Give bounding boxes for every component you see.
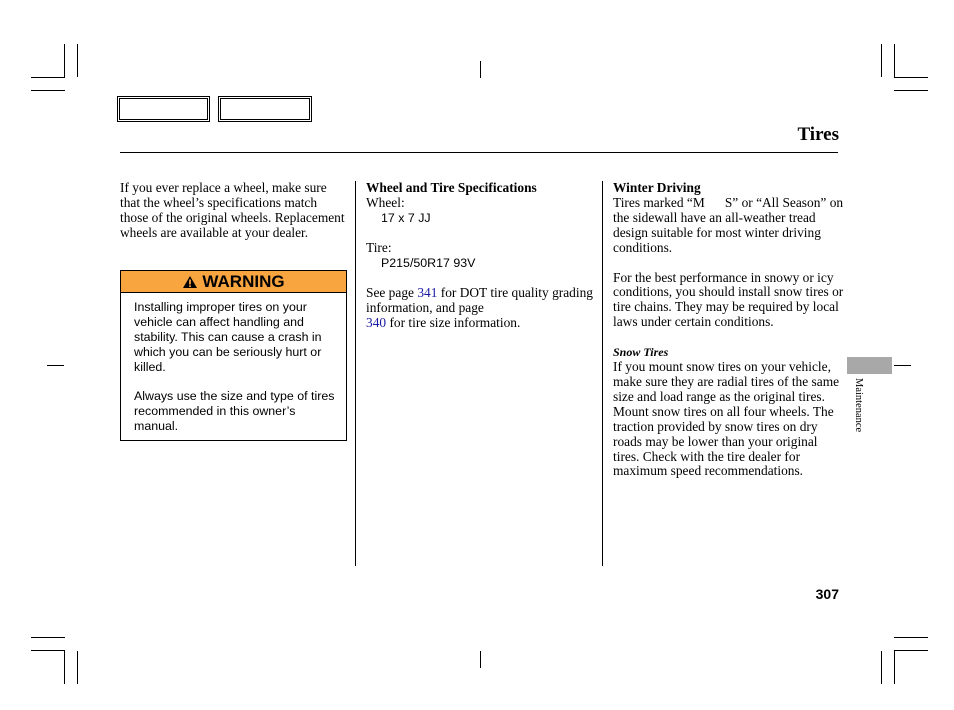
intro-paragraph: If you ever replace a wheel, make sure that the wheel’s specifications match those of the original wheels. Replacement wheels are available at your dealer. [120,180,345,240]
nav-box-1[interactable] [117,96,210,122]
wheel-label: Wheel: [366,194,405,210]
warning-triangle-icon [182,275,198,289]
page-title: Tires [797,124,839,145]
page-link-341[interactable]: 341 [417,284,438,300]
winter-heading: Winter Driving [613,180,701,195]
middle-column [366,181,596,330]
snow-tires-subheading: Snow Tires [613,345,669,360]
see-suffix: for tire size information. [386,314,521,330]
wheel-value: 17 x 7 JJ [381,210,431,225]
warning-label: WARNING [202,271,285,291]
warning-header [120,270,347,293]
see-page-paragraph [366,286,596,331]
warning-paragraph-2: Always use the size and type of tires recommended in this owner’s manual. [134,389,335,433]
column-divider-2 [602,181,603,566]
section-tab-label: Maintenance [853,378,864,433]
snow-tires-paragraph: If you mount snow tires on your vehicle, make sure they are radial tires of the same size and load range as the original tires. Mount snow tires on all four wheels. The traction provided by snow tires on dry roads may be lower than your original tires. Check with the tire dealer for maximum speed recommendations. [613,359,840,479]
warning-paragraph-1: Installing improper tires on your vehicle can affect handling and stability. This can cause a crash in which you can be seriously hurt or killed. [134,300,322,374]
title-rule [120,152,838,153]
see-middle: for DOT tire quality grading information, and page [366,284,593,315]
tire-label: Tire: [366,239,392,255]
page-number: 307 [815,586,839,602]
left-column [120,181,348,241]
nav-box-2[interactable] [218,96,312,122]
section-tab [847,357,892,374]
winter-paragraph-1: Tires marked “M S” or “All Season” on the sidewall have an all-weather tread design suitable for most winter driving conditions. [613,194,847,255]
see-prefix: See page [366,284,418,300]
right-column [613,181,845,479]
specs-heading: Wheel and Tire Specifications [366,180,537,195]
column-divider-1 [355,181,356,566]
winter-paragraph-2: For the best performance in snowy or icy conditions, you should install snow tires or tire chains. They may be required by local laws under certain conditions. [613,269,844,330]
warning-body [120,292,347,441]
tire-value: P215/50R17 93V [381,255,476,270]
page-link-340[interactable]: 340 [366,314,387,330]
